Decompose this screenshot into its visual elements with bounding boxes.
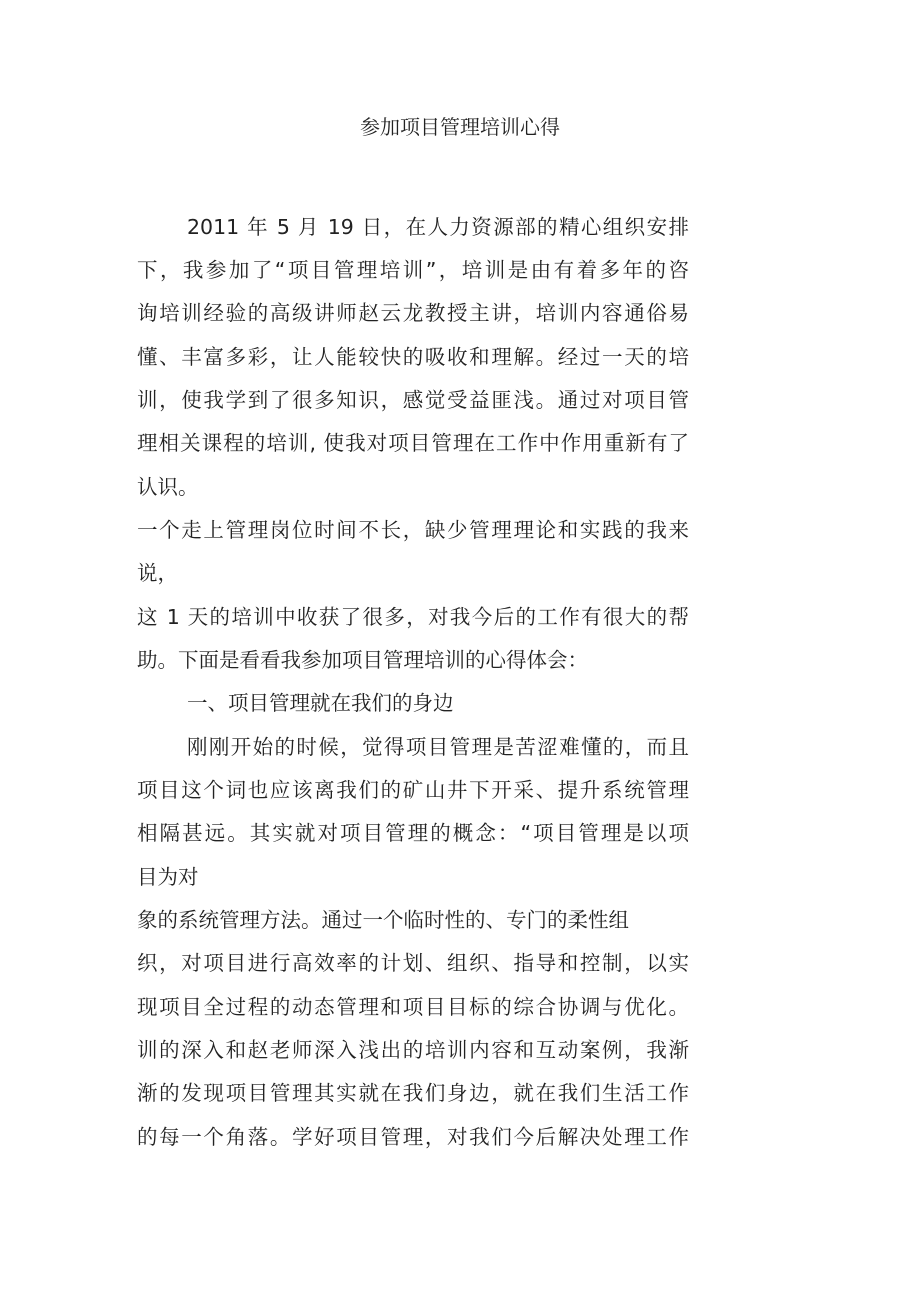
paragraph-line: 懂、丰富多彩，让人能较快的吸收和理解。经过一天的培	[137, 345, 689, 369]
paragraph-line: 的每一个角落。学好项目管理，对我们今后解决处理工作	[137, 1125, 689, 1149]
paragraph-line: 2011 年 5 月 19 日，在人力资源部的精心组织安排	[187, 215, 689, 239]
document-title: 参加项目管理培训心得	[360, 115, 560, 139]
paragraph-line: 目为对	[137, 865, 199, 889]
paragraph-line: 织，对项目进行高效率的计划、组织、指导和控制，以实	[137, 951, 689, 975]
paragraph-line: 一个走上管理岗位时间不长，缺少管理理论和实践的我来	[137, 518, 689, 542]
paragraph-line: 项目这个词也应该离我们的矿山井下开采、提升系统管理	[137, 778, 689, 802]
section-heading: 一、项目管理就在我们的身边	[187, 691, 454, 715]
paragraph-line: 象的系统管理方法。通过一个临时性的、专门的柔性组	[137, 908, 629, 932]
paragraph-line: 刚刚开始的时候，觉得项目管理是苦涩难懂的，而且	[187, 735, 689, 759]
paragraph-line: 理相关课程的培训, 使我对项目管理在工作中作用重新有了	[137, 431, 689, 455]
paragraph-line: 训的深入和赵老师深入浅出的培训内容和互动案例，我渐	[137, 1038, 689, 1062]
paragraph-line: 现项目全过程的动态管理和项目目标的综合协调与优化。	[137, 995, 689, 1019]
paragraph-line: 渐的发现项目管理其实就在我们身边，就在我们生活工作	[137, 1081, 689, 1105]
paragraph-line: 相隔甚远。其实就对项目管理的概念：“项目管理是以项	[137, 821, 689, 845]
paragraph-line: 这 1 天的培训中收获了很多，对我今后的工作有很大的帮	[137, 605, 689, 629]
paragraph-line: 助。下面是看看我参加项目管理培训的心得体会：	[137, 648, 588, 672]
paragraph-line: 认识。	[137, 475, 199, 499]
paragraph-line: 训，使我学到了很多知识，感觉受益匪浅。通过对项目管	[137, 388, 689, 412]
paragraph-line: 说，	[137, 561, 178, 585]
paragraph-line: 下，我参加了“项目管理培训”，培训是由有着多年的咨	[137, 258, 689, 282]
paragraph-line: 询培训经验的高级讲师赵云龙教授主讲，培训内容通俗易	[137, 301, 689, 325]
